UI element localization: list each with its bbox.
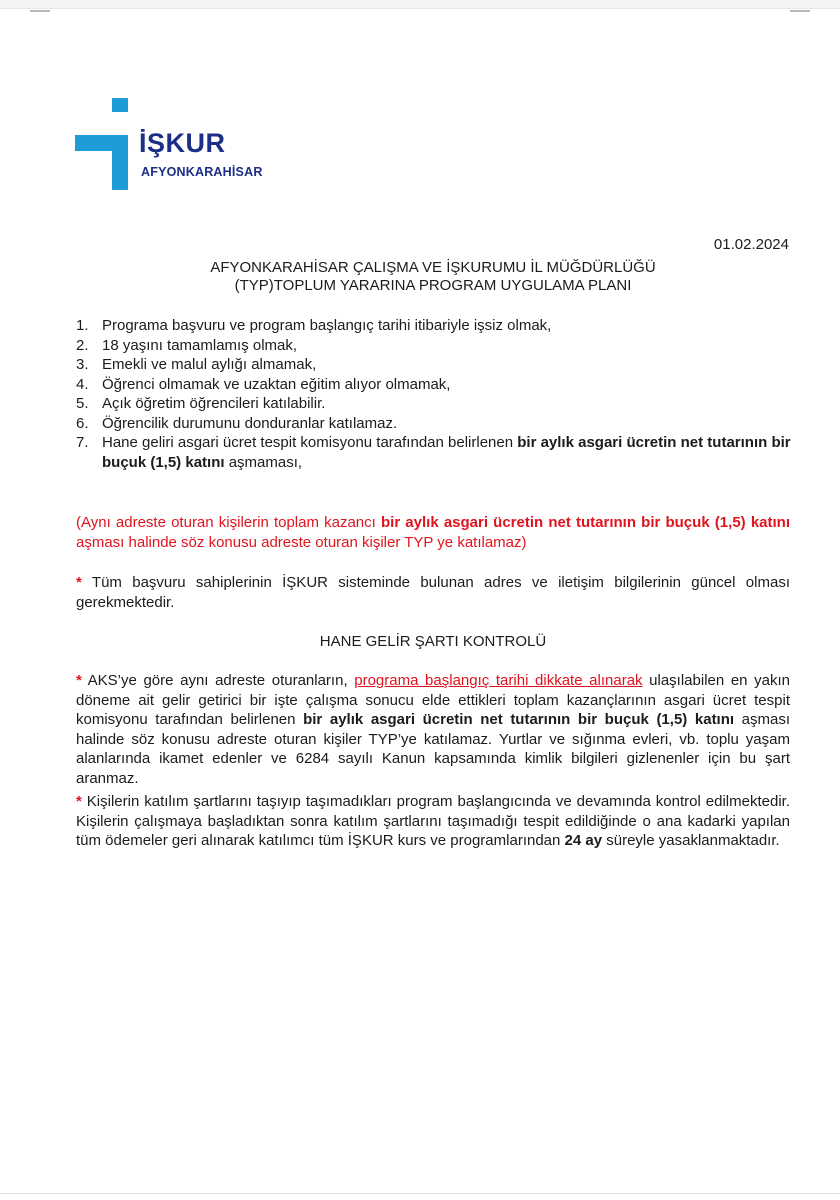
list-item-text: Öğrenci olmamak ve uzaktan eğitim alıyor olmamak, xyxy=(102,375,451,393)
logo-city: AFYONKARAHİSAR xyxy=(141,165,263,179)
document-title-line2: (TYP)TOPLUM YARARINA PROGRAM UYGULAMA PLANI xyxy=(234,277,632,294)
aks-text: AKS’ye göre aynı adreste oturanların, xyxy=(81,672,355,689)
asterisk-icon: * xyxy=(76,793,82,810)
list-item-text-end: aşmaması, xyxy=(224,453,303,471)
list-item xyxy=(76,394,796,414)
red-note-text: (Aynı adreste oturan kişilerin toplam kazancı xyxy=(76,514,381,531)
list-item-text: Öğrencilik durumunu donduranlar katılamaz. xyxy=(102,414,398,432)
control-text-end: süreyle yasaklanmaktadır. xyxy=(602,832,780,849)
list-item-number: 3. xyxy=(76,356,89,373)
list-item xyxy=(76,316,796,336)
list-item-number: 7. xyxy=(76,434,89,451)
asterisk-icon: * xyxy=(76,574,82,591)
asterisk-icon: * xyxy=(76,672,82,689)
red-note-text-end: aşması halinde söz konusu adreste oturan kişiler TYP ye katılamaz) xyxy=(76,533,527,551)
household-income-red-note xyxy=(76,513,790,552)
section-title: HANE GELİR ŞARTI KONTROLÜ xyxy=(319,633,547,650)
contact-info-note xyxy=(76,573,790,612)
iskur-logo xyxy=(75,98,335,193)
list-item-text: Hane geliri asgari ücret tespit komisyonu tarafından belirlenen xyxy=(102,434,518,451)
list-item xyxy=(76,433,796,472)
aks-text-end: aşması halinde söz konusu adreste oturan kişiler TYP’ye katılamaz. Yurtlar ve sığınma evleri, vb. toplu yaşam alanlarında ikamet edenler ve 6284 sayılı Kanun kapsamında kimlik bilgileri gizlenenler için bu şart aranmaz. xyxy=(76,711,791,787)
red-note-bold-text: bir aylık asgari ücretin net tutarının bir buçuk (1,5) katını xyxy=(380,514,790,531)
list-item-text: 18 yaşını tamamlamış olmak, xyxy=(102,336,298,354)
requirements-list xyxy=(76,316,796,472)
list-item xyxy=(76,375,796,395)
top-right-dash xyxy=(790,10,810,12)
contact-note-text: Tüm başvuru sahiplerinin İŞKUR sisteminde bulunan adres ve iletişim bilgilerinin güncel olması gerekmektedir. xyxy=(76,574,790,611)
document-title-line1: AFYONKARAHİSAR ÇALIŞMA VE İŞKURUMU İL MÜĞDÜRLÜĞÜ xyxy=(210,259,656,276)
list-item-number: 5. xyxy=(76,395,89,412)
list-item-number: 4. xyxy=(76,375,89,393)
list-item-text: Programa başvuru ve program başlangıç tarihi itibariyle işsiz olmak, xyxy=(102,317,552,334)
aks-underlined-text: programa başlangıç tarihi dikkate alınarak xyxy=(354,672,643,689)
iskur-logo-mark-icon xyxy=(75,98,135,193)
list-item-number: 2. xyxy=(76,336,89,354)
top-left-dash xyxy=(30,10,50,12)
list-item xyxy=(76,355,796,375)
list-item-bold-text: bir aylık asgari ücretin net tutarının bir buçuk (1,5) katını xyxy=(102,434,791,471)
document-date: 01.02.2024 xyxy=(713,236,789,253)
top-bar xyxy=(0,0,840,9)
aks-text-middle: ulaşılabilen en yakın döneme ait gelir getirici bir işte çalışma sonucu elde ettikleri toplam kazançlarının asgari ücret tespit komisyonu tarafından belirlenen xyxy=(76,672,791,728)
logo-title: İŞKUR xyxy=(139,128,226,158)
list-item xyxy=(76,414,796,434)
list-item-text: Açık öğretim öğrencileri katılabilir. xyxy=(102,395,326,412)
list-item-text: Emekli ve malul aylığı almamak, xyxy=(102,356,317,373)
list-item-number: 1. xyxy=(76,317,89,334)
aks-bold-text: bir aylık asgari ücretin net tutarının bir buçuk (1,5) katını xyxy=(303,711,735,728)
control-text: Kişilerin katılım şartlarını taşıyıp taşımadıkları program başlangıcında ve devamında kontrol edilmektedir. Kişilerin çalışmaya başladıktan sonra katılım şartlarını taşımadığı tespit edildiğinde o ana kadarki yapılan tüm ödemeler geri alınarak katılımcı tüm İŞKUR kurs ve programlarından xyxy=(76,793,790,849)
bottom-divider xyxy=(0,1193,840,1194)
list-item-number: 6. xyxy=(76,414,89,432)
control-paragraph xyxy=(76,792,790,851)
aks-paragraph xyxy=(76,671,790,788)
list-item xyxy=(76,336,796,356)
control-bold-text: 24 ay xyxy=(564,832,603,849)
